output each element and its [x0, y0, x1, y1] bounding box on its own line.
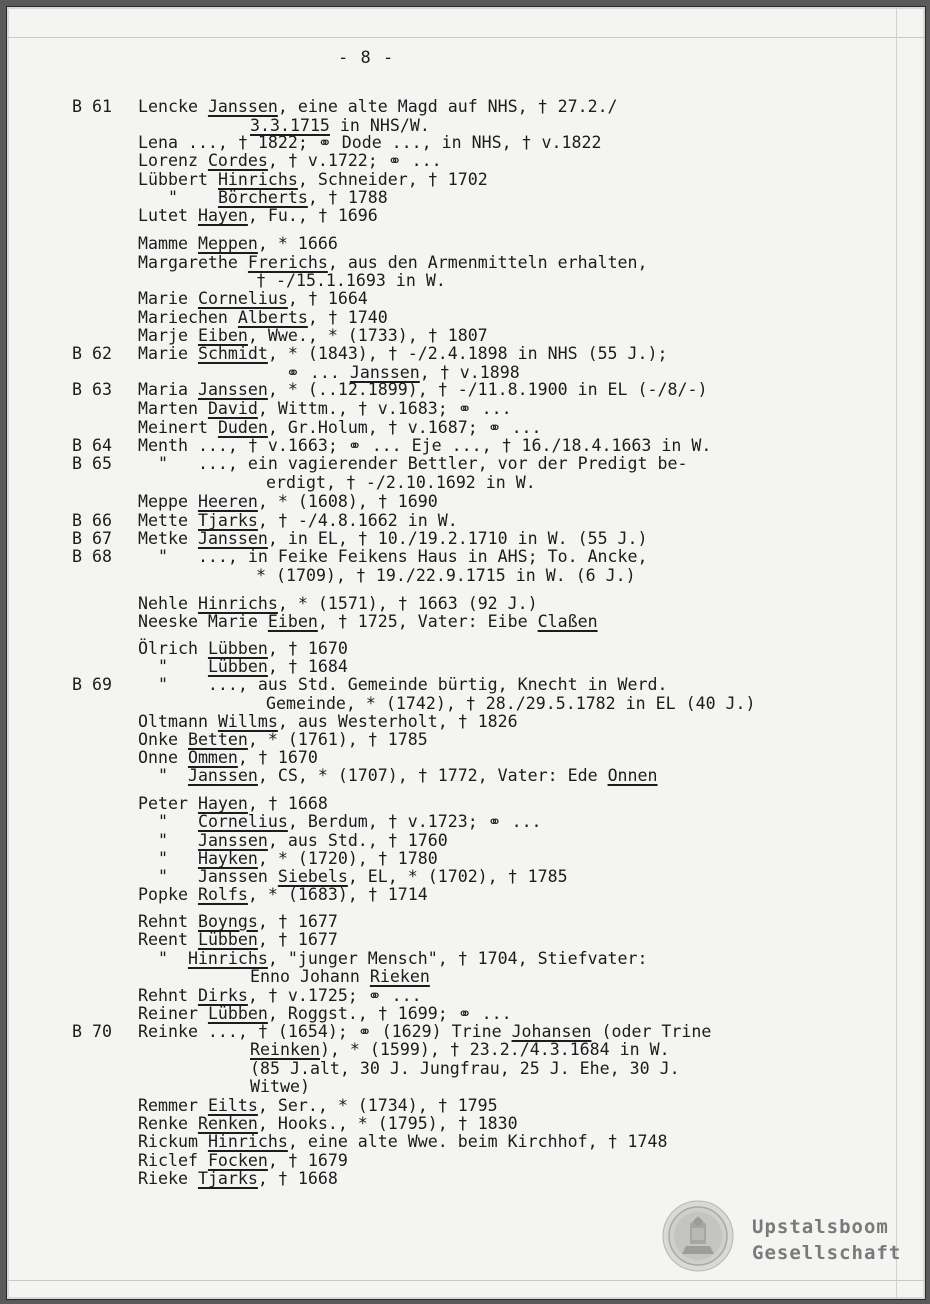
entry-line [250, 1041, 670, 1059]
surname: Duden [217, 418, 268, 437]
entry-line [138, 731, 428, 749]
entry-text: , CS, * (1707), † 1772, Vater: Ede [257, 766, 608, 785]
entry-text: erdigt, † -/2.10.1692 in W. [266, 473, 536, 492]
entry-text: , aus Std., † 1760 [267, 831, 448, 850]
entry-text: Rieke [138, 1169, 198, 1188]
entry-text: , † 1668 [257, 1169, 338, 1188]
entry-text: Remmer [138, 1096, 208, 1115]
entry-text: Menth ..., † v.1663; ⚭ ... Eje ..., † 16./18.4.1663 in W. [138, 436, 712, 455]
surname: Eiben [197, 326, 248, 345]
surname: Schmidt [197, 344, 268, 363]
entry-text: " [138, 849, 198, 868]
surname: Tjarks [197, 511, 258, 530]
surname: Johansen [511, 1022, 592, 1041]
entry-text: Meppe [138, 492, 198, 511]
entry-line [256, 567, 636, 585]
entry-line [138, 381, 707, 399]
entry-line [138, 1133, 668, 1151]
surname: Heeren [197, 492, 258, 511]
entry-text: Onke [138, 730, 188, 749]
entry-line [266, 695, 756, 713]
surname: Willms [217, 712, 278, 731]
entry-text: , * (1761), † 1785 [247, 730, 428, 749]
entry-line [138, 327, 488, 345]
entry-text: , * (1608), † 1690 [257, 492, 438, 511]
entry-line [138, 950, 648, 968]
entry-text: , Ser., * (1734), † 1795 [257, 1096, 498, 1115]
entry-line [138, 1097, 498, 1115]
surname: Cornelius [197, 289, 288, 308]
surname: Janssen [197, 380, 268, 399]
entry-text: Witwe) [250, 1077, 310, 1096]
entry-text: Reent [138, 930, 198, 949]
entry-line [138, 530, 648, 548]
entry-text: Neeske Marie [138, 612, 268, 631]
entry-line [138, 913, 338, 931]
entry-line [138, 795, 328, 813]
entry-line [138, 1152, 348, 1170]
surname: Frerichs [247, 253, 328, 272]
surname: Janssen [197, 529, 268, 548]
entry-text: , † v.1898 [419, 363, 520, 382]
entry-text: , in EL, † 10./19.2.1710 in W. (55 J.) [267, 529, 648, 548]
entry-text: ), * (1599), † 23.2./4.3.1684 in W. [319, 1040, 670, 1059]
entry-text: Meinert [138, 418, 218, 437]
surname: Hinrichs [187, 949, 268, 968]
entry-text: , * (..12.1899), † -/11.8.1900 in EL (-/8/-) [267, 380, 708, 399]
entry-text: " ..., in Feike Feikens Haus in AHS; To. Ancke, [138, 547, 648, 566]
surname: Hinrichs [197, 594, 278, 613]
entry-ref-number: B 68 [72, 547, 112, 566]
entry-line [138, 595, 538, 613]
entry-text: , eine alte Magd auf NHS, † 27.2./ [277, 97, 618, 116]
surname: David [207, 399, 258, 418]
entry-line [138, 832, 448, 850]
entry-text: Lencke [138, 97, 208, 116]
entry-line [138, 987, 422, 1005]
entry-line [138, 868, 568, 886]
entry-line [138, 850, 438, 868]
surname: Janssen [197, 831, 268, 850]
entry-line [138, 813, 542, 831]
entry-line [138, 713, 518, 731]
entry-line [138, 613, 598, 631]
entry-text: Lübbert [138, 170, 218, 189]
entry-text: Marje [138, 326, 198, 345]
entry-text: Renke [138, 1114, 198, 1133]
entry-ref-number: B 61 [72, 97, 112, 116]
entry-text: † -/15.1.1693 in W. [256, 271, 446, 290]
entry-text: Reinke ..., † (1654); ⚭ (1629) Trine [138, 1022, 512, 1041]
surname: Onnen [607, 766, 658, 785]
entry-line [138, 676, 668, 694]
entry-line [138, 512, 458, 530]
entry-text: " [138, 949, 188, 968]
entry-line [250, 1078, 310, 1096]
surname: Reinken [250, 1040, 320, 1059]
entry-text: * (1709), † 19./22.9.1715 in W. (6 J.) [256, 566, 636, 585]
entry-text: Ölrich [138, 639, 208, 658]
entry-line [138, 437, 711, 455]
surname: Claßen [537, 612, 598, 631]
entry-text: Marie [138, 289, 198, 308]
entry-text: , Schneider, † 1702 [297, 170, 488, 189]
entry-line [138, 235, 338, 253]
surname: Hayen [197, 794, 248, 813]
entry-text: " [138, 831, 198, 850]
brand-line-1: Upstalsboom [752, 1216, 889, 1238]
entry-text: " [138, 657, 208, 676]
entry-text: (oder Trine [591, 1022, 712, 1041]
entry-text: Gemeinde, * (1742), † 28./29.5.1782 in EL (40 J.) [266, 694, 756, 713]
surname: 3.3.1715 [250, 116, 330, 135]
page-number: - 8 - [338, 48, 395, 68]
entry-text: " ..., ein vagierender Bettler, vor der Predigt be- [138, 454, 688, 473]
entry-text: , † 1679 [267, 1151, 348, 1170]
entry-line [138, 640, 348, 658]
entry-text: , Roggst., † 1699; ⚭ ... [267, 1004, 512, 1023]
entry-line [138, 749, 318, 767]
entry-text: , aus Westerholt, † 1826 [277, 712, 518, 731]
entry-ref-number: B 67 [72, 529, 112, 548]
entry-text: in NHS/W. [329, 116, 430, 135]
surname: Meppen [197, 234, 258, 253]
entry-ref-number: B 69 [72, 675, 112, 694]
surname: Lübben [207, 639, 268, 658]
surname: Betten [187, 730, 248, 749]
entry-text: , Hooks., * (1795), † 1830 [257, 1114, 518, 1133]
entry-text: Lorenz [138, 151, 208, 170]
entry-text: Onne [138, 748, 188, 767]
surname: Alberts [237, 308, 308, 327]
entry-line [138, 886, 428, 904]
surname: Renken [197, 1114, 258, 1133]
surname: Siebels [277, 867, 348, 886]
entry-text: Oltmann [138, 712, 218, 731]
entry-text: , Wwe., * (1733), † 1807 [247, 326, 488, 345]
entry-text: , * (1720), † 1780 [257, 849, 438, 868]
entry-line [138, 400, 512, 418]
surname: Lübben [197, 930, 258, 949]
entry-line [138, 152, 442, 170]
entry-line [138, 134, 601, 152]
entry-text: Mariechen [138, 308, 238, 327]
entry-text: " [138, 766, 188, 785]
entry-text: Metke [138, 529, 198, 548]
surname: Ommen [187, 748, 238, 767]
entry-text: " Janssen [138, 867, 278, 886]
entry-text: Lena ..., † 1822; ⚭ Dode ..., in NHS, † v.1822 [138, 133, 602, 152]
entry-text: , Gr.Holum, † v.1687; ⚭ ... [267, 418, 542, 437]
entry-line [138, 98, 618, 116]
surname: Dirks [197, 986, 248, 1005]
entry-line [138, 767, 658, 785]
entry-line [138, 345, 668, 363]
surname: Rolfs [197, 885, 248, 904]
entry-text: (85 J.alt, 30 J. Jungfrau, 25 J. Ehe, 30 J. [250, 1059, 680, 1078]
entry-text: , Fu., † 1696 [247, 206, 378, 225]
surname: Boyngs [197, 912, 258, 931]
surname: Janssen [207, 97, 278, 116]
entry-text: Rehnt [138, 912, 198, 931]
entry-text: , aus den Armenmitteln erhalten, [327, 253, 648, 272]
entry-text: Marten [138, 399, 208, 418]
entry-text: , "junger Mensch", † 1704, Stiefvater: [267, 949, 648, 968]
entry-ref-number: B 64 [72, 436, 112, 455]
entry-line [138, 189, 388, 207]
entry-text: , † v.1725; ⚭ ... [247, 986, 422, 1005]
surname: Lübben [207, 1004, 268, 1023]
entry-line [256, 272, 446, 290]
entry-text: , Berdum, † v.1723; ⚭ ... [287, 812, 542, 831]
surname: Janssen [349, 363, 420, 382]
entry-text: , † 1668 [247, 794, 328, 813]
entry-line [138, 1170, 338, 1188]
entry-line [138, 171, 488, 189]
entry-text: , † 1788 [307, 188, 388, 207]
entry-text: , † 1684 [267, 657, 348, 676]
entry-line [138, 290, 368, 308]
entry-text: , EL, * (1702), † 1785 [347, 867, 568, 886]
entry-ref-number: B 66 [72, 511, 112, 530]
entry-ref-number: B 63 [72, 380, 112, 399]
entry-text: , eine alte Wwe. beim Kirchhof, † 1748 [287, 1132, 668, 1151]
upstalsboom-seal-icon [662, 1200, 734, 1272]
entry-text: , † 1740 [307, 308, 388, 327]
entry-text: Peter [138, 794, 198, 813]
entry-line [138, 419, 542, 437]
surname: Focken [207, 1151, 268, 1170]
brand-line-2: Gesellschaft [752, 1242, 902, 1264]
entry-text: " [138, 812, 198, 831]
entry-text: , * (1571), † 1663 (92 J.) [277, 594, 538, 613]
entry-text: Mamme [138, 234, 198, 253]
entry-line [138, 931, 338, 949]
surname: Tjarks [197, 1169, 258, 1188]
entry-text: , * 1666 [257, 234, 338, 253]
entry-text: Marie [138, 344, 198, 363]
surname: Eiben [267, 612, 318, 631]
entry-line [138, 309, 388, 327]
entry-text: Reiner [138, 1004, 208, 1023]
surname: Hayken [197, 849, 258, 868]
entry-text: Mette [138, 511, 198, 530]
surname: Börcherts [217, 188, 308, 207]
entry-text: , † v.1722; ⚭ ... [267, 151, 442, 170]
surname: Cornelius [197, 812, 288, 831]
entry-text: , * (1843), † -/2.4.1898 in NHS (55 J.); [267, 344, 668, 363]
entry-text: Rickum [138, 1132, 208, 1151]
entry-line [138, 548, 648, 566]
entry-ref-number: B 62 [72, 344, 112, 363]
entry-text: , † 1725, Vater: Eibe [317, 612, 538, 631]
entry-text: , † -/4.8.1662 in W. [257, 511, 458, 530]
entry-line [250, 968, 430, 986]
surname: Lübben [207, 657, 268, 676]
entry-text: " ..., aus Std. Gemeinde bürtig, Knecht in Werd. [138, 675, 668, 694]
entry-text: ⚭ ... [286, 363, 350, 382]
entry-line [138, 254, 648, 272]
entry-line [138, 1005, 512, 1023]
entry-text: , * (1683), † 1714 [247, 885, 428, 904]
entry-line [138, 493, 438, 511]
entry-text: Lutet [138, 206, 198, 225]
entry-ref-number: B 70 [72, 1022, 112, 1041]
entry-line [266, 474, 536, 492]
entry-text: Riclef [138, 1151, 208, 1170]
surname: Rieken [369, 967, 430, 986]
surname: Eilts [207, 1096, 258, 1115]
entry-text: , † 1677 [257, 912, 338, 931]
entry-line [250, 1060, 680, 1078]
surname: Janssen [187, 766, 258, 785]
entry-text: " [138, 188, 218, 207]
entry-text: Margarethe [138, 253, 248, 272]
entry-text: Maria [138, 380, 198, 399]
entry-text: Enno Johann [250, 967, 370, 986]
entry-text: Popke [138, 885, 198, 904]
entry-text: , Wittm., † v.1683; ⚭ ... [257, 399, 512, 418]
entry-ref-number: B 65 [72, 454, 112, 473]
entry-text: , † 1677 [257, 930, 338, 949]
entry-text: , † 1670 [237, 748, 318, 767]
entry-line [138, 658, 348, 676]
entry-text: Nehle [138, 594, 198, 613]
entry-line [138, 1115, 518, 1133]
entry-line [138, 207, 378, 225]
surname: Hinrichs [207, 1132, 288, 1151]
entry-text: , † 1664 [287, 289, 368, 308]
entry-text: Rehnt [138, 986, 198, 1005]
surname: Cordes [207, 151, 268, 170]
entry-text: , † 1670 [267, 639, 348, 658]
surname: Hinrichs [217, 170, 298, 189]
entry-line [138, 455, 687, 473]
entry-line [138, 1023, 711, 1041]
surname: Hayen [197, 206, 248, 225]
